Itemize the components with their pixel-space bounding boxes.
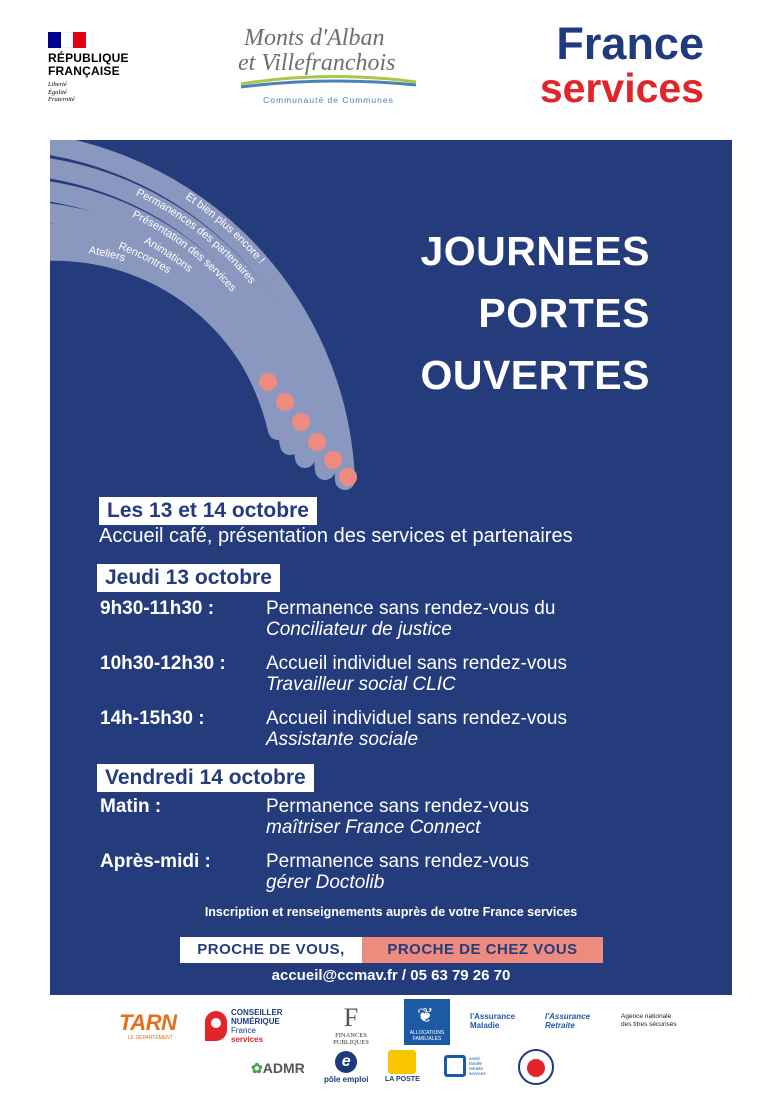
la-poste-logo: LA POSTE	[385, 1050, 420, 1083]
conseiller-numerique-logo: CONSEILLER NUMÉRIQUE France services	[205, 1008, 283, 1044]
arc-label-3: Animations	[142, 234, 195, 275]
france-services-logo	[539, 18, 704, 111]
admr-leaf-icon: ✿	[251, 1060, 263, 1076]
tarn-subtitle: LE DÉPARTEMENT	[128, 1035, 173, 1041]
arc-label-5: Ateliers	[87, 244, 127, 265]
rf-motto: Liberté Égalité Fraternité	[48, 81, 75, 103]
arc-end-icon-3	[292, 413, 310, 431]
fs-line2: services	[539, 65, 704, 111]
pole-emploi-icon: e	[335, 1051, 357, 1073]
title-line1: JOURNEES	[420, 228, 650, 274]
arc-end-icon-0	[339, 468, 357, 486]
schedule-time: 14h-15h30 :	[100, 708, 205, 729]
ccmav-logo	[236, 26, 421, 105]
schedule-desc: Permanence sans rendez-vous maîtriser France Connect	[266, 796, 529, 838]
arc-end-icon-2	[308, 433, 326, 451]
admr-logo: ✿ADMR	[251, 1060, 305, 1076]
arc-end-icon-1	[324, 451, 342, 469]
jeudi-band: Jeudi 13 octobre	[97, 564, 280, 592]
schedule-time: Matin :	[100, 796, 162, 817]
slogan-pill-1: PROCHE DE VOUS,	[180, 937, 362, 963]
finances-publiques-logo: F FINANCES PUBLIQUES	[318, 1004, 384, 1046]
rf-line1: RÉPUBLIQUE	[48, 51, 129, 65]
title-line2: PORTES	[478, 290, 650, 336]
arc-label-4: Rencontres	[116, 240, 173, 277]
ccmav-subtitle: Communauté de Communes	[263, 95, 394, 105]
poster	[50, 140, 732, 995]
republique-francaise-logo	[48, 32, 129, 104]
schedule-time: Après-midi :	[100, 851, 211, 872]
gendarmerie-badge-icon	[518, 1049, 554, 1085]
caf-tree-icon: ❦	[417, 1005, 434, 1027]
arc-label-1: Permanences des partenaires	[134, 186, 258, 287]
wave-icon	[236, 72, 421, 90]
schedule-desc: Permanence sans rendez-vous gérer Doctolib	[266, 851, 529, 893]
slogan-pill-2: PROCHE DE CHEZ VOUS	[362, 937, 603, 963]
arc-end-icon-4	[276, 393, 294, 411]
schedule-desc: Accueil individuel sans rendez-vous Assistante sociale	[266, 708, 567, 750]
location-pin-icon	[205, 1011, 227, 1041]
flag-icon	[48, 32, 86, 48]
ccmav-line1: Monts d'Alban	[244, 25, 385, 51]
msa-logo: santé famille retraite services	[444, 1055, 486, 1077]
title-line3: OUVERTES	[420, 352, 650, 398]
schedule-time: 10h30-12h30 :	[100, 653, 226, 674]
contact-info[interactable]: accueil@ccmav.fr / 05 63 79 26 70	[271, 967, 511, 984]
caf-logo: ❦ ALLOCATIONS FAMILIALES	[404, 999, 450, 1045]
arc-label-0: Et bien plus encore !	[183, 190, 267, 267]
fs-line1: France	[556, 18, 704, 69]
schedule-time: 9h30-11h30 :	[100, 598, 215, 619]
ants-logo: Agence nationale des titres sécurisés	[621, 1013, 677, 1028]
la-poste-icon	[388, 1050, 416, 1074]
assurance-maladie-logo: l'Assurance Maladie	[470, 1012, 516, 1030]
inscription-text: Inscription et renseignements auprès de votre France services	[204, 905, 578, 919]
pole-emploi-logo: e pôle emploi	[324, 1053, 369, 1084]
assurance-retraite-logo: l'Assurance Retraite	[545, 1012, 591, 1030]
ccmav-line2: et Villefranchois	[238, 50, 396, 76]
arc-label-2: Présentation des services	[130, 208, 239, 295]
msa-icon	[444, 1055, 466, 1077]
intro-band: Les 13 et 14 octobre	[99, 497, 317, 525]
vendredi-band: Vendredi 14 octobre	[97, 764, 314, 792]
rf-line2: FRANÇAISE	[48, 64, 120, 78]
fp-mark-icon: F	[343, 1003, 359, 1032]
intro-text: Accueil café, présentation des services et partenaires	[99, 525, 573, 547]
arc-end-icon-5	[259, 373, 277, 391]
arcs-graphic	[50, 140, 410, 500]
tarn-logo: TARN	[119, 1010, 177, 1035]
schedule-desc: Accueil individuel sans rendez-vous Travailleur social CLIC	[266, 653, 567, 695]
schedule-desc: Permanence sans rendez-vous du Conciliateur de justice	[266, 598, 556, 640]
page-title	[420, 220, 650, 406]
